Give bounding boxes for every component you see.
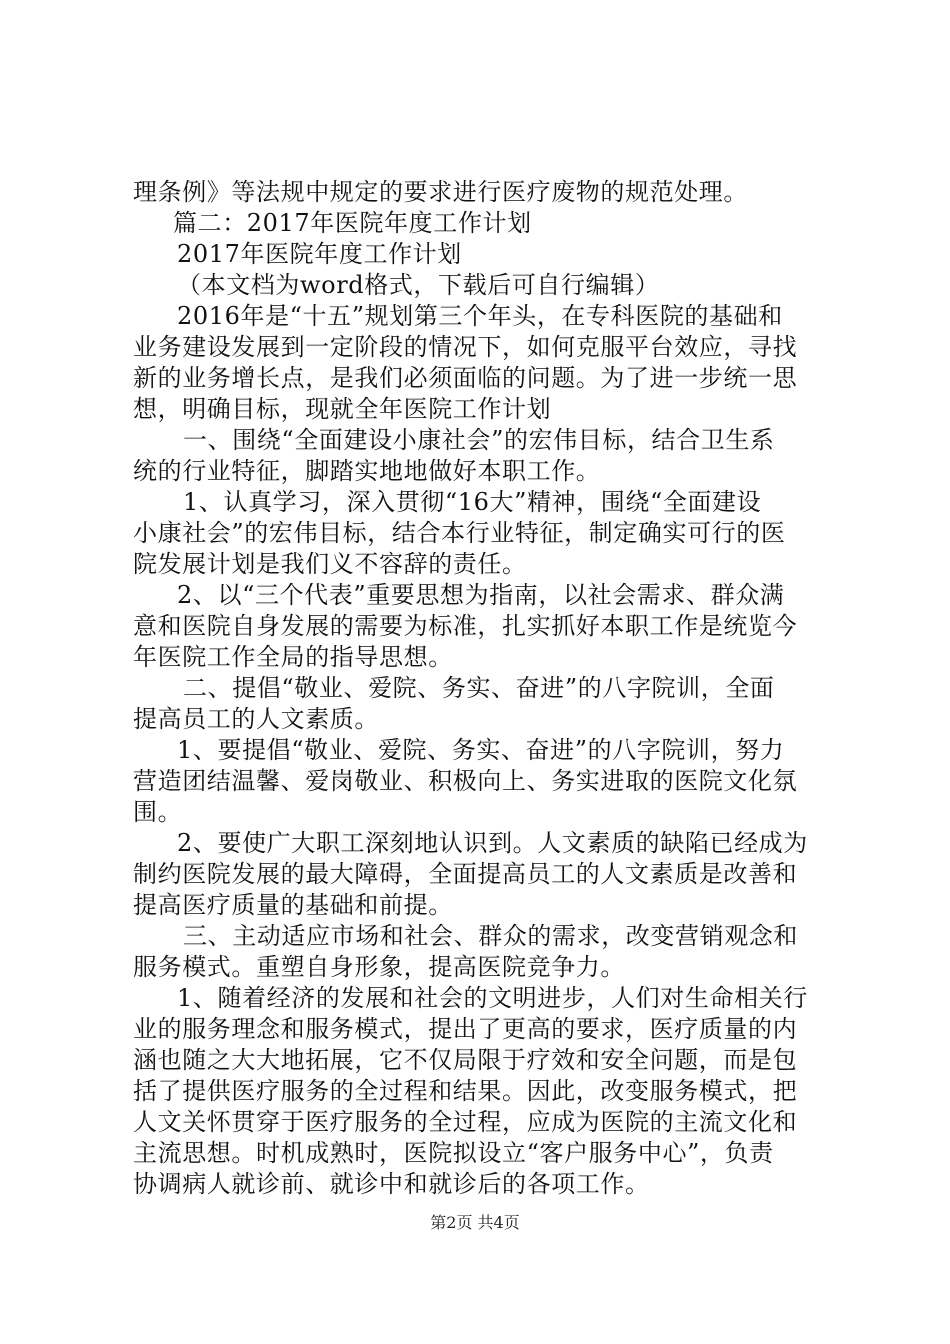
text-line: 2、以“三个代表”重要思想为指南，以社会需求、群众满 — [177, 581, 785, 609]
text-line: 业的服务理念和服务模式，提出了更高的要求，医疗质量的内 — [133, 1015, 798, 1043]
text-line: 意和医院自身发展的需要为标准，扎实抓好本职工作是统览今 — [133, 612, 798, 640]
text-line: 服务模式。重塑自身形象，提高医院竞争力。 — [133, 953, 625, 981]
text-line: 年医院工作全局的指导思想。 — [133, 643, 453, 671]
text-line: 协调病人就诊前、就诊中和就诊后的各项工作。 — [133, 1170, 650, 1198]
text-line: 1、要提倡“敬业、爱院、务实、奋进”的八字院训，努力 — [177, 736, 785, 764]
text-line: 二、提倡“敬业、爱院、务实、奋进”的八字院训，全面 — [183, 674, 775, 702]
text-line: 制约医院发展的最大障碍，全面提高员工的人文素质是改善和 — [133, 860, 798, 888]
text-line: 2017年医院年度工作计划 — [177, 240, 462, 268]
text-line: 2、要使广大职工深刻地认识到。人文素质的缺陷已经成为 — [177, 829, 808, 857]
text-line: 括了提供医疗服务的全过程和结果。因此，改变服务模式，把 — [133, 1077, 798, 1105]
text-line: 业务建设发展到一定阶段的情况下，如何克服平台效应，寻找 — [133, 333, 798, 361]
text-line: 理条例》等法规中规定的要求进行医疗废物的规范处理。 — [133, 178, 748, 206]
text-line: 新的业务增长点，是我们必须面临的问题。为了进一步统一思 — [133, 364, 798, 392]
text-line: 想，明确目标，现就全年医院工作计划 — [133, 395, 552, 423]
text-line: 提高医疗质量的基础和前提。 — [133, 891, 453, 919]
text-line: 主流思想。时机成熟时，医院拟设立“客户服务中心”，负责 — [133, 1139, 774, 1167]
text-line: 一、围绕“全面建设小康社会”的宏伟目标，结合卫生系 — [183, 426, 775, 454]
text-line: 小康社会”的宏伟目标，结合本行业特征，制定确实可行的医 — [133, 519, 786, 547]
text-line: 2016年是“十五”规划第三个年头，在专科医院的基础和 — [177, 302, 783, 330]
text-line: 1、随着经济的发展和社会的文明进步，人们对生命相关行 — [177, 984, 808, 1012]
page-footer — [0, 1212, 950, 1234]
text-line: 人文关怀贯穿于医疗服务的全过程，应成为医院的主流文化和 — [133, 1108, 798, 1136]
document-body — [133, 177, 833, 1200]
text-line: 篇二：2017年医院年度工作计划 — [173, 209, 532, 237]
text-line: 1、认真学习，深入贯彻“16大”精神，围绕“全面建设 — [183, 488, 762, 516]
text-line: 三、主动适应市场和社会、群众的需求，改变营销观念和 — [183, 922, 798, 950]
page-number: 第2页 共4页 — [430, 1213, 520, 1232]
text-line: 涵也随之大大地拓展，它不仅局限于疗效和安全问题，而是包 — [133, 1046, 798, 1074]
text-line: 围。 — [133, 798, 183, 826]
text-line: 统的行业特征，脚踏实地地做好本职工作。 — [133, 457, 601, 485]
text-line: 营造团结温馨、爱岗敬业、积极向上、务实进取的医院文化氛 — [133, 767, 798, 795]
text-line: （本文档为word格式，下载后可自行编辑） — [177, 271, 660, 299]
text-line: 院发展计划是我们义不容辞的责任。 — [133, 550, 527, 578]
text-line: 提高员工的人文素质。 — [133, 705, 379, 733]
